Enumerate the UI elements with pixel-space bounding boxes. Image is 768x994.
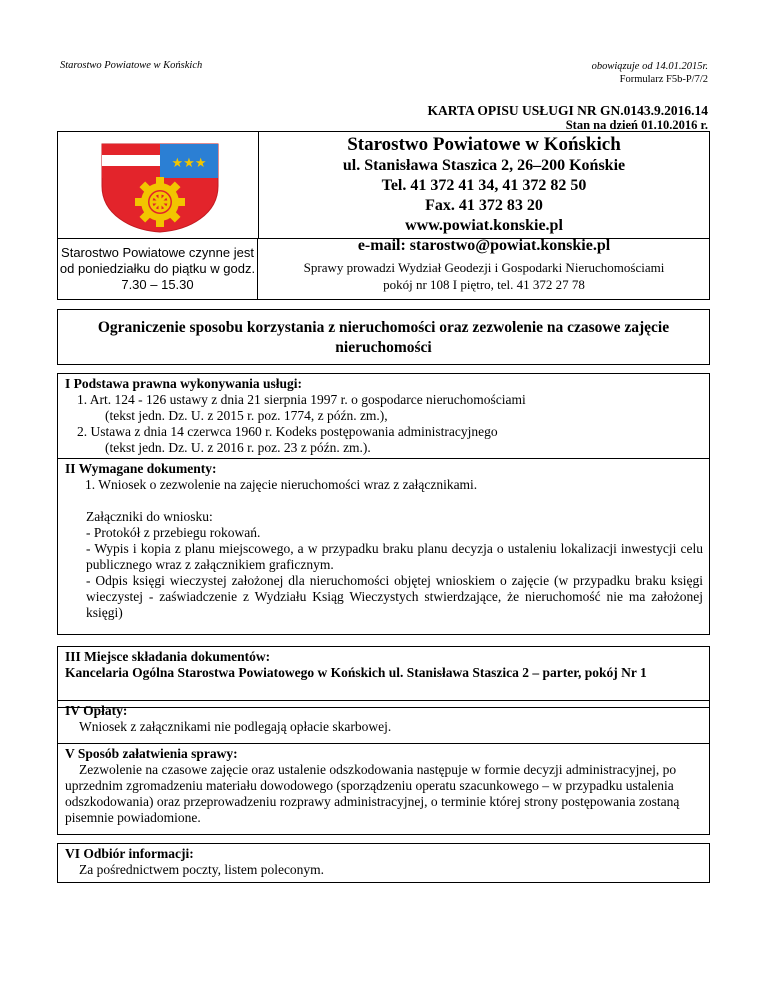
card-heading	[427, 103, 708, 133]
department-info	[259, 239, 709, 293]
attachments	[65, 509, 703, 621]
department-room: pokój nr 108 I piętro, tel. 41 372 27 78	[383, 277, 585, 292]
section-heading: VI Odbiór informacji:	[65, 846, 194, 861]
list-item-sub: (tekst jedn. Dz. U. z 2015 r. poz. 1774, z późn. zm.),	[105, 408, 388, 423]
section-body: Za pośrednictwem poczty, listem poleconym.	[79, 862, 325, 877]
section-legal-basis	[57, 373, 710, 459]
office-www[interactable]: www.powiat.konskie.pl	[405, 217, 563, 234]
list-item: 1. Wniosek o zezwolenie na zajęcie nieruchomości wraz z załącznikami.	[85, 477, 478, 492]
coat-of-arms-icon	[98, 140, 222, 234]
status-date: Stan na dzień 01.10.2016 r.	[565, 118, 708, 132]
section-required-documents	[57, 458, 710, 635]
svg-text:★★★: ★★★	[171, 156, 207, 171]
section-heading: III Miejsce składania dokumentów:	[65, 649, 271, 664]
office-tel: Tel. 41 372 41 34, 41 372 82 50	[381, 177, 587, 194]
office-email[interactable]: e-mail: starostwo@powiat.konskie.pl	[357, 237, 611, 254]
section-body: Wniosek z załącznikami nie podlegają opłacie skarbowej.	[79, 719, 392, 734]
valid-from: obowiązuje od 14.01.2015r.	[591, 61, 708, 72]
section-heading: I Podstawa prawna wykonywania usługi:	[65, 376, 303, 391]
opening-hours: Starostwo Powiatowe czynne jest od poniedziałku do piątku w godz. 7.30 – 15.30	[58, 239, 258, 299]
list-item: 1. Art. 124 - 126 ustawy z dnia 21 sierpnia 1997 r. o gospodarce nieruchomościami	[77, 392, 526, 407]
attachment-item: - Odpis księgi wieczystej założonej dla nieruchomości objętej wnioskiem o zajęcie (w przypadku braku księgi wieczystej - zaświadczenie z Wydziału Ksiąg Wieczystych stwierdzające, że nieruchomość nie ma założonej księgi)	[86, 573, 703, 620]
section-body: Zezwolenie na czasowe zajęcie oraz ustalenie odszkodowania następuje w formie decyzji administracyjnej, po uprzednim zgromadzeniu materiału dowodowego (sporządzeniu operatu szacunkowego – w przypadku ustalenia odszkodowania) oraz przeprowadzeniu rozprawy administracyjnej, o terminie której strony postępowania zostaną pisemnie powiadomione.	[65, 762, 680, 825]
attachment-item: - Protokół z przebiegu rokowań.	[86, 525, 261, 540]
department-name: Sprawy prowadzi Wydział Geodezji i Gospodarki Nieruchomościami	[303, 260, 665, 275]
section-submission-place	[57, 646, 710, 708]
form-number: Formularz F5b-P/7/2	[619, 74, 708, 85]
office-fax: Fax. 41 372 83 20	[425, 197, 543, 214]
header-right	[592, 60, 708, 86]
attachment-item: - Wypis i kopia z planu miejscowego, a w przypadku braku planu decyzja o ustaleniu lokalizacji inwestycji celu publicznego wraz z załącznikiem graficznym.	[86, 541, 703, 572]
logo-cell	[58, 132, 259, 238]
section-fees	[57, 700, 710, 744]
office-address: ul. Stanisława Staszica 2, 26–200 Końskie	[342, 157, 626, 174]
header-left: Starostwo Powiatowe w Końskich	[60, 60, 203, 71]
section-heading: IV Opłaty:	[65, 703, 128, 718]
section-heading: II Wymagane dokumenty:	[65, 461, 217, 476]
section-heading: V Sposób załatwienia sprawy:	[65, 746, 238, 761]
office-box	[57, 131, 710, 254]
section-body: Kancelaria Ogólna Starostwa Powiatowego w Końskich ul. Stanisława Staszica 2 – parter, pokój Nr 1	[65, 665, 647, 680]
service-title: Ograniczenie sposobu korzystania z nieruchomości oraz zezwolenie na czasowe zajęcie nieruchomości	[57, 309, 710, 365]
list-item: 2. Ustawa z dnia 14 czerwca 1960 r. Kodeks postępowania administracyjnego	[77, 424, 498, 439]
attachments-label: Załączniki do wniosku:	[86, 509, 213, 524]
list-item-sub: (tekst jedn. Dz. U. z 2016 r. poz. 23 z późn. zm.).	[105, 440, 371, 455]
card-number: KARTA OPISU USŁUGI NR GN.0143.9.2016.14	[427, 103, 708, 118]
section-procedure	[57, 743, 710, 835]
section-information	[57, 843, 710, 883]
office-name: Starostwo Powiatowe w Końskich	[347, 134, 621, 155]
hours-dept-box	[57, 238, 710, 300]
